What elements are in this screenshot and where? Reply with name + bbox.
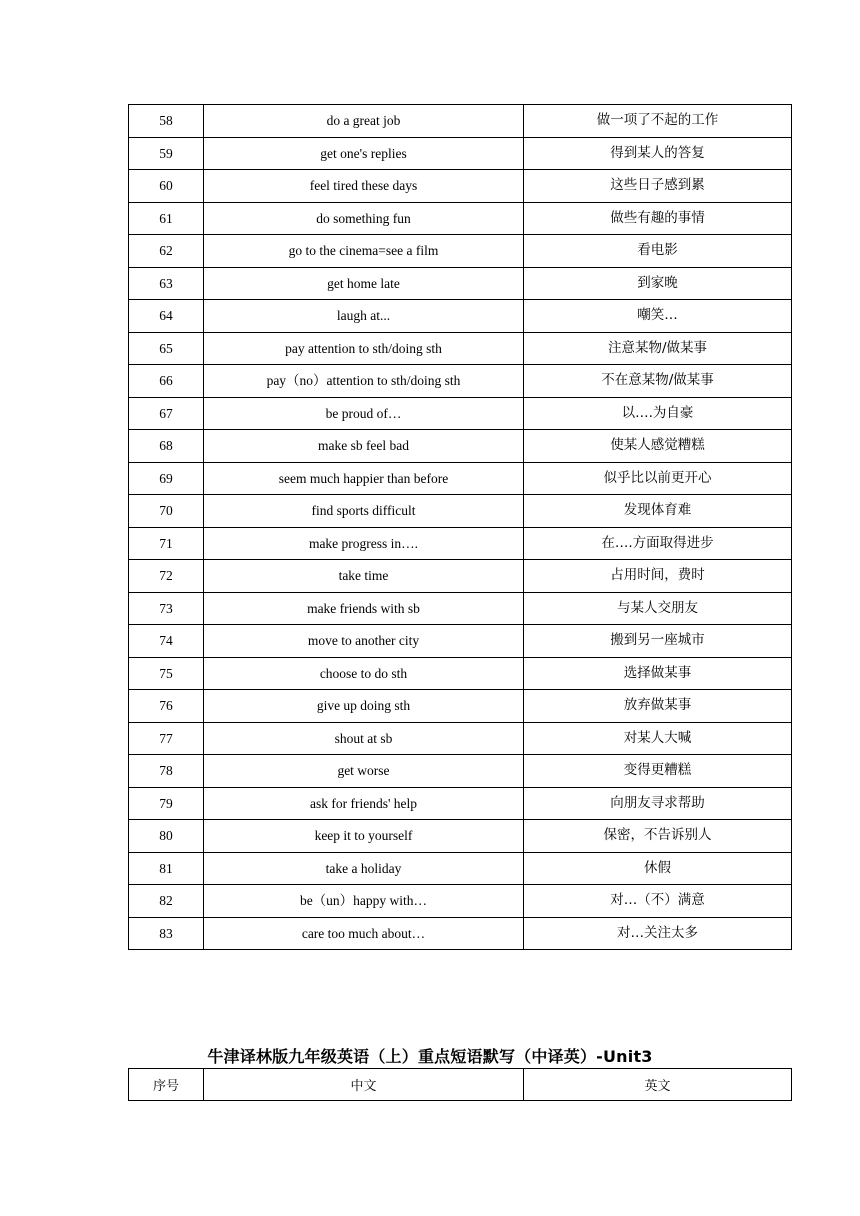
english-phrase: pay attention to sth/doing sth [204,332,524,365]
row-number: 80 [129,820,204,853]
table-row [129,300,792,333]
table-row [129,885,792,918]
english-phrase: make progress in…. [204,527,524,560]
header-number: 序号 [129,1069,204,1101]
row-number: 68 [129,430,204,463]
english-phrase: pay（no）attention to sth/doing sth [204,365,524,398]
chinese-meaning: 放弃做某事 [524,690,792,723]
table-row [129,170,792,203]
table-row [129,105,792,138]
table-row [129,820,792,853]
chinese-meaning: 搬到另一座城市 [524,625,792,658]
table-row [129,495,792,528]
chinese-meaning: 这些日子感到累 [524,170,792,203]
table-row [129,592,792,625]
section-title: 牛津译林版九年级英语（上）重点短语默写（中译英）-Unit3 [207,1047,653,1066]
english-phrase: laugh at... [204,300,524,333]
chinese-meaning: 向朋友寻求帮助 [524,787,792,820]
chinese-meaning: 做些有趣的事情 [524,202,792,235]
table-row [129,755,792,788]
table-row [129,365,792,398]
row-number: 67 [129,397,204,430]
row-number: 81 [129,852,204,885]
table-row [129,852,792,885]
chinese-meaning: 嘲笑… [524,300,792,333]
table-row [129,560,792,593]
english-phrase: keep it to yourself [204,820,524,853]
row-number: 59 [129,137,204,170]
row-number: 79 [129,787,204,820]
english-phrase: shout at sb [204,722,524,755]
table-row [129,625,792,658]
chinese-meaning: 对某人大喊 [524,722,792,755]
row-number: 63 [129,267,204,300]
unit3-table [128,1068,792,1101]
table-row [129,722,792,755]
english-phrase: seem much happier than before [204,462,524,495]
row-number: 66 [129,365,204,398]
row-number: 58 [129,105,204,138]
table-row [129,235,792,268]
chinese-meaning: 对…（不）满意 [524,885,792,918]
row-number: 78 [129,755,204,788]
row-number: 69 [129,462,204,495]
english-phrase: make sb feel bad [204,430,524,463]
english-phrase: take a holiday [204,852,524,885]
row-number: 82 [129,885,204,918]
english-phrase: find sports difficult [204,495,524,528]
english-phrase: go to the cinema=see a film [204,235,524,268]
english-phrase: ask for friends' help [204,787,524,820]
table-row [129,787,792,820]
phrase-table [128,104,792,950]
row-number: 61 [129,202,204,235]
chinese-meaning: 保密，不告诉别人 [524,820,792,853]
chinese-meaning: 在….方面取得进步 [524,527,792,560]
chinese-meaning: 选择做某事 [524,657,792,690]
english-phrase: get home late [204,267,524,300]
english-phrase: move to another city [204,625,524,658]
table-row [129,137,792,170]
chinese-meaning: 使某人感觉糟糕 [524,430,792,463]
chinese-meaning: 占用时间，费时 [524,560,792,593]
english-phrase: do a great job [204,105,524,138]
row-number: 73 [129,592,204,625]
english-phrase: take time [204,560,524,593]
table-row [129,690,792,723]
chinese-meaning: 发现体育难 [524,495,792,528]
english-phrase: make friends with sb [204,592,524,625]
table-row [129,397,792,430]
chinese-meaning: 到家晚 [524,267,792,300]
english-phrase: get one's replies [204,137,524,170]
table-row [129,430,792,463]
row-number: 83 [129,917,204,950]
row-number: 77 [129,722,204,755]
row-number: 75 [129,657,204,690]
row-number: 74 [129,625,204,658]
chinese-meaning: 看电影 [524,235,792,268]
chinese-meaning: 做一项了不起的工作 [524,105,792,138]
table-row [129,462,792,495]
header-chinese: 中文 [204,1069,524,1101]
phrase-table-body [129,105,792,950]
header-english: 英文 [524,1069,792,1101]
row-number: 70 [129,495,204,528]
table-row [129,267,792,300]
row-number: 64 [129,300,204,333]
row-number: 60 [129,170,204,203]
english-phrase: do something fun [204,202,524,235]
row-number: 62 [129,235,204,268]
chinese-meaning: 变得更糟糕 [524,755,792,788]
table-row [129,527,792,560]
chinese-meaning: 休假 [524,852,792,885]
english-phrase: give up doing sth [204,690,524,723]
chinese-meaning: 注意某物/做某事 [524,332,792,365]
english-phrase: be proud of… [204,397,524,430]
english-phrase: choose to do sth [204,657,524,690]
chinese-meaning: 对…关注太多 [524,917,792,950]
chinese-meaning: 得到某人的答复 [524,137,792,170]
table-row [129,917,792,950]
row-number: 71 [129,527,204,560]
row-number: 76 [129,690,204,723]
row-number: 72 [129,560,204,593]
chinese-meaning: 以….为自豪 [524,397,792,430]
table-row [129,332,792,365]
table-row [129,657,792,690]
chinese-meaning: 不在意某物/做某事 [524,365,792,398]
table-header-row [129,1069,792,1101]
english-phrase: be（un）happy with… [204,885,524,918]
english-phrase: care too much about… [204,917,524,950]
row-number: 65 [129,332,204,365]
english-phrase: feel tired these days [204,170,524,203]
chinese-meaning: 似乎比以前更开心 [524,462,792,495]
table-row [129,202,792,235]
chinese-meaning: 与某人交朋友 [524,592,792,625]
english-phrase: get worse [204,755,524,788]
